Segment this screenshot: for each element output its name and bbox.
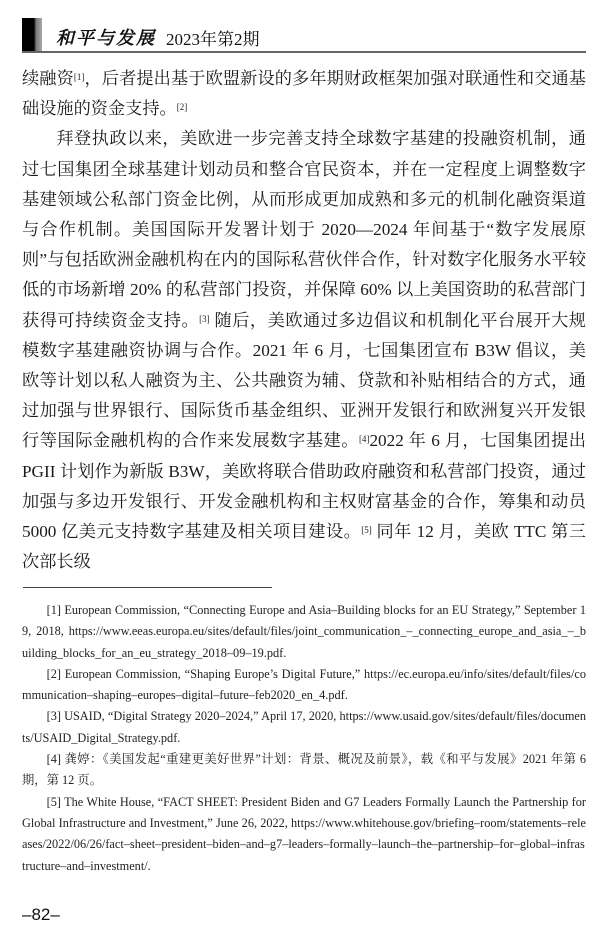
running-header — [22, 18, 586, 52]
journal-title: 和平与发展 — [56, 28, 156, 49]
footnote-ref-5[interactable]: [5] — [361, 525, 372, 536]
footnote-5: [5] The White House, “FACT SHEET: President Biden and G7 Leaders Formally Launch the Partnership for Global Infrastructure and Investment,” June 26, 2022, https://www.whitehouse.gov/briefing–room/statements–releases/2022/06/26/fact–sheet–president–biden–and–g7–leaders–formally–launch–the–partnership–for–global–infrastructure–and–investment/. — [22, 794, 586, 873]
header-rule — [22, 51, 586, 53]
footnote-ref-1[interactable]: [1] — [73, 72, 85, 82]
paragraph-text: ，后者提出基于欧盟新设的多年期财政框架加强对联通性和交通基础设施的资金支持。 — [22, 69, 586, 119]
main-text — [22, 64, 586, 577]
footnote-3: [3] USAID, “Digital Strategy 2020–2024,” April 17, 2020, https://www.usaid.gov/sites/default/files/documents/USAID_Digital_Strategy.pdf. — [22, 709, 586, 745]
paragraph-2 — [22, 124, 586, 577]
paragraph-text: 随后，美欧通过多边倡议和机制化平台展开大规模数字基建融资协调与合作。2021 年 6 月，七国集团宣布 B3W 倡议，美欧等计划以私人融资为主、公共融资为辅、贷款和补贴相结合的方式，通过加强与世界银行、国际货币基金组织、亚洲开发银行和欧洲复兴开发银行等国际金融机构的合作来发展数字基建。 — [22, 310, 586, 451]
footnote-divider — [23, 587, 272, 588]
issue-label: 2023年第2期 — [166, 30, 260, 49]
footnote-ref-2[interactable]: [2] — [176, 102, 188, 113]
paragraph-text: 续融资 — [22, 69, 74, 88]
footnote-2: [2] European Commission, “Shaping Europe’s Digital Future,” https://ec.europa.eu/info/sites/default/files/communication–shaping–europes–digital–future–feb2020_en_4.pdf. — [22, 666, 586, 703]
footnote-1: [1] European Commission, “Connecting Europe and Asia–Building blocks for an EU Strategy,” September 19, 2018, https://www.eeas.europa.eu/sites/default/files/joint_communication_–_connecting_europe_and_asia_–_building_blocks_for_an_eu_strategy_2018–09–19.pdf. — [22, 603, 586, 660]
paragraph-text: 拜登执政以来，美欧进一步完善支持全球数字基建的投融资机制，通过七国集团全球基建计划动员和整合官民资本，并在一定程度上调整数字基建领域公私部门资金比例，从而形成更加成熟和多元的机制化融资渠道与合作机制。美国国际开发署计划于 2020—2024 年间基于“数字发展原则”与包括欧洲金融机构在内的国际私营伙伴合作，针对数字化服务水平较低的市场新增 20% 的私营部门投资，并保障 60% 以上美国资助的私营部门获得可持续资金支持。 — [22, 129, 586, 330]
header-decorative-bar — [22, 18, 42, 52]
footnote-ref-4[interactable]: [4] — [358, 434, 370, 445]
paragraph-text: 2022 年 6 月，七国集团提出 PGII 计划作为新版 B3W，美欧将联合借助政府融资和私营部门投资，通过加强与多边开发银行、开发金融机构和主权财富基金的合作，筹集和动员 5000 亿美元支持数字基建及相关项目建设。 — [22, 431, 586, 542]
footnote-4: [4] 龚婷：《美国发起“重建更美好世界”计划：背景、概况及前景》，载《和平与发展》2021 年第 6 期，第 12 页。 — [22, 752, 586, 788]
paragraph-text: 同年 12 月，美欧 TTC 第三次部长级 — [22, 522, 586, 572]
page-number: –82– — [22, 905, 60, 924]
footnote-ref-3[interactable]: [3] — [199, 313, 210, 324]
paragraph-1 — [22, 64, 586, 124]
footnotes — [22, 600, 586, 877]
